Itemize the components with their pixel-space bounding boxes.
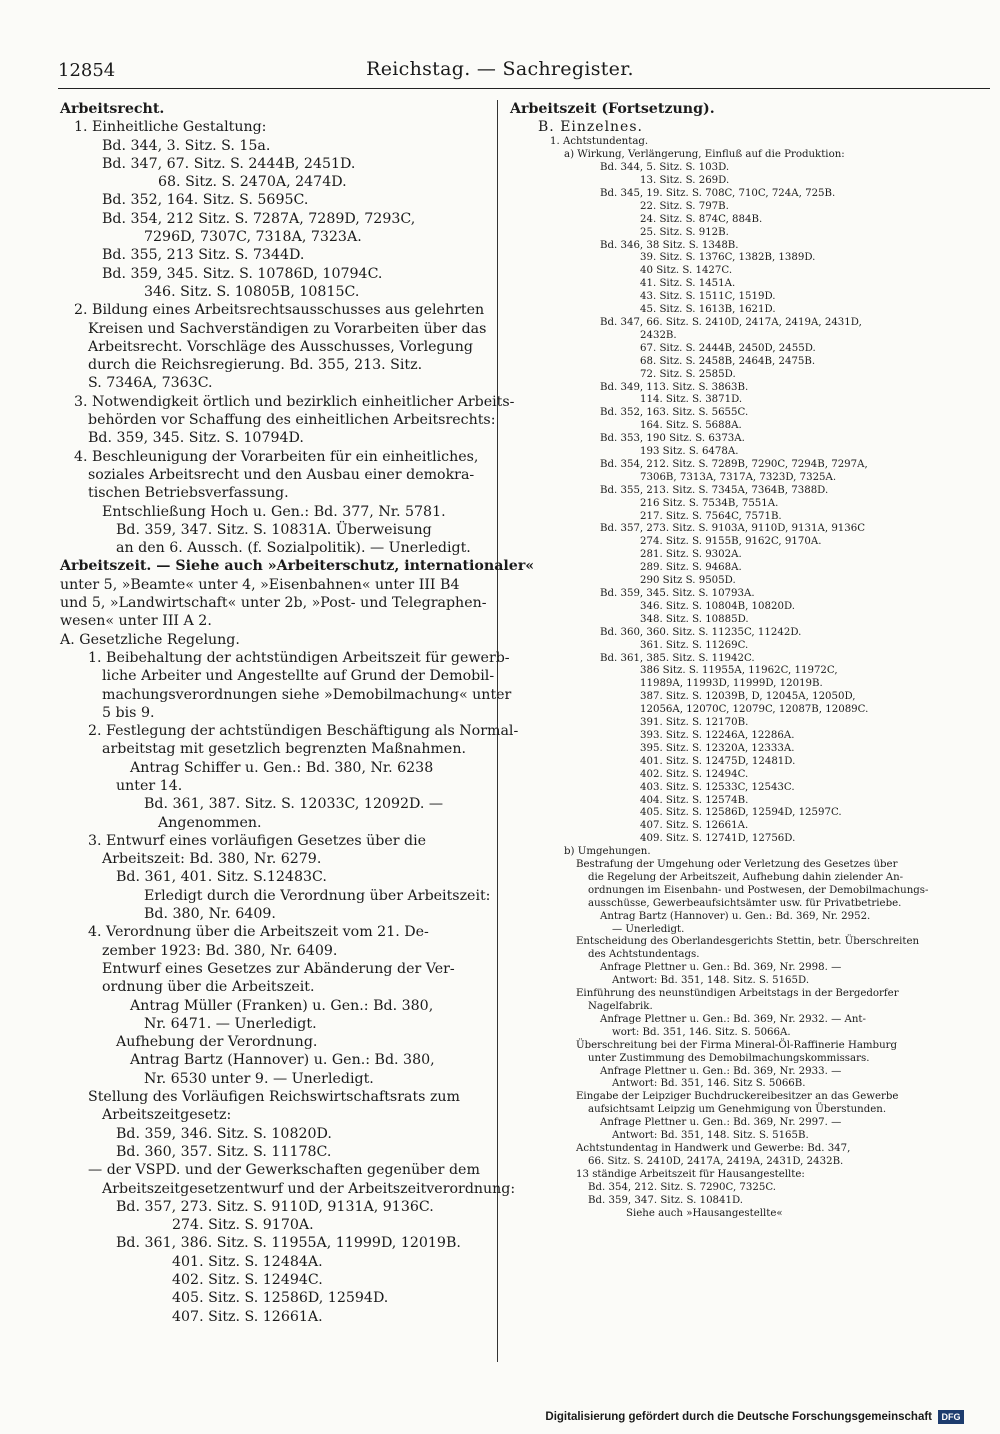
index-entry-line: Arbeitszeitgesetz: <box>102 1107 232 1124</box>
index-entry-line: Arbeitszeitgesetzentwurf und der Arbeitszeitverordnung: <box>102 1180 516 1197</box>
index-entry-line: 403. Sitz. S. 12533C, 12543C. <box>640 781 795 793</box>
index-entry-line: Bd. 361, 385. Sitz. S. 11942C. <box>600 652 755 664</box>
index-entry-line: Entscheidung des Oberlandesgerichts Stettin, betr. Überschreiten <box>576 936 920 948</box>
index-entry-line: Bd. 347, 67. Sitz. S. 2444B, 2451D. <box>102 155 356 172</box>
index-entry-line: Arbeitszeit: Bd. 380, Nr. 6279. <box>102 851 322 868</box>
index-entry-line: 164. Sitz. S. 5688A. <box>640 420 742 432</box>
index-entry-line: Bd. 359, 347. Sitz. S. 10831A. Überweisung <box>116 521 432 538</box>
index-entry-line: Bd. 344, 3. Sitz. S. 15a. <box>102 137 271 154</box>
index-entry-line: 290 Sitz S. 9505D. <box>640 575 736 587</box>
index-entry-line: Bd. 359, 345. Sitz. S. 10786D, 10794C. <box>102 265 383 282</box>
index-entry-line: A. Gesetzliche Regelung. <box>60 631 240 648</box>
index-entry-line: 407. Sitz. S. 12661A. <box>172 1308 323 1325</box>
index-entry-line: — der VSPD. und der Gewerkschaften gegenüber dem <box>88 1162 480 1179</box>
index-entry-line: 13. Sitz. S. 269D. <box>640 175 730 187</box>
index-entry-line: unter 5, »Beamte« unter 4, »Eisenbahnen« unter III B4 <box>60 576 460 593</box>
index-entry-line: 114. Sitz. S. 3871D. <box>640 394 743 406</box>
index-entry-line: 216 Sitz. S. 7534B, 7551A. <box>640 497 779 509</box>
index-entry-line: Aufhebung der Verordnung. <box>116 1034 318 1051</box>
index-entry-line: Bd. 345, 19. Sitz. S. 708C, 710C, 724A, 725B. <box>600 187 836 199</box>
section-heading: Arbeitsrecht. <box>60 101 165 117</box>
index-entry-line: Bd. 344, 5. Sitz. S. 103D. <box>600 162 730 174</box>
index-entry-line: 289. Sitz. S. 9468A. <box>640 562 742 574</box>
index-entry-line: S. 7346A, 7363C. <box>88 375 213 392</box>
index-entry-line: Bd. 359, 345. Sitz. S. 10794D. <box>88 430 304 447</box>
index-entry-line: 401. Sitz. S. 12475D, 12481D. <box>640 755 796 767</box>
index-entry-line: Nagelfabrik. <box>588 1001 653 1013</box>
index-entry-line: Bd. 360, 360. Sitz. S. 11235C, 11242D. <box>600 626 802 638</box>
left-column <box>60 100 535 1326</box>
index-entry-line: behörden vor Schaffung des einheitlichen Arbeitsrechts: <box>88 412 496 429</box>
index-entry-line: 11989A, 11993D, 11999D, 12019B. <box>640 678 823 690</box>
index-entry-line: 1. Achtstundentag. <box>550 136 649 148</box>
credit-text: Digitalisierung gefördert durch die Deutsche Forschungsgemeinschaft <box>545 1411 932 1423</box>
index-entry-line: Bd. 352, 163. Sitz. S. 5655C. <box>600 407 749 419</box>
index-entry-line: Einführung des neunstündigen Arbeitstags in der Bergedorfer <box>576 988 899 1000</box>
index-entry-line: a) Wirkung, Verlängerung, Einfluß auf die Produktion: <box>564 149 845 161</box>
index-entry-line: Entschließung Hoch u. Gen.: Bd. 377, Nr. 5781. <box>102 503 446 520</box>
page-number: 12854 <box>58 60 116 81</box>
index-entry-line: B. Einzelnes. <box>538 119 643 136</box>
running-head: Reichstag. — Sachregister. <box>366 58 634 80</box>
index-entry-line: Überschreitung bei der Firma Mineral-Öl-Raffinerie Hamburg <box>576 1039 898 1051</box>
index-entry-line: Bd. 357, 273. Sitz. S. 9110D, 9131A, 9136C. <box>116 1198 434 1215</box>
index-entry-line: 3. Notwendigkeit örtlich und bezirklich einheitlicher Arbeits- <box>74 393 515 410</box>
index-entry-line: 361. Sitz. S. 11269C. <box>640 639 749 651</box>
index-entry-line: Bestrafung der Umgehung oder Verletzung des Gesetzes über <box>576 859 898 871</box>
index-entry-line: Bd. 355, 213 Sitz. S. 7344D. <box>102 247 305 264</box>
index-entry-line: unter 14. <box>116 777 183 794</box>
index-entry-line: Antwort: Bd. 351, 146. Sitz S. 5066B. <box>612 1078 806 1090</box>
index-entry-line: Anfrage Plettner u. Gen.: Bd. 369, Nr. 2933. — <box>600 1065 842 1077</box>
index-entry-line: Bd. 354, 212 Sitz. S. 7287A, 7289D, 7293C, <box>102 210 416 227</box>
index-entry-line: 5 bis 9. <box>102 704 155 721</box>
index-entry-line: 22. Sitz. S. 797B. <box>640 200 729 212</box>
index-entry-line: Bd. 352, 164. Sitz. S. 5695C. <box>102 192 309 209</box>
index-entry-line: 68. Sitz. S. 2458B, 2464B, 2475B. <box>640 355 816 367</box>
index-entry-line: Antrag Bartz (Hannover) u. Gen.: Bd. 380, <box>130 1052 435 1069</box>
index-entry-line: 45. Sitz. S. 1613B, 1621D. <box>640 304 776 316</box>
index-entry-line: 402. Sitz. S. 12494C. <box>640 768 749 780</box>
index-entry-line: arbeitstag mit gesetzlich begrenzten Maßnahmen. <box>102 741 466 758</box>
index-entry-line: des Achtstundentags. <box>588 949 700 961</box>
index-entry-line: Bd. 361, 387. Sitz. S. 12033C, 12092D. — <box>144 796 444 813</box>
index-entry-line: Bd. 346, 38 Sitz. S. 1348B. <box>600 239 739 251</box>
index-entry-line: die Regelung der Arbeitszeit, Aufhebung dahin zielender An- <box>588 871 904 883</box>
index-entry-line: 386 Sitz. S. 11955A, 11962C, 11972C, <box>640 665 838 677</box>
index-entry-line: Bd. 360, 357. Sitz. S. 11178C. <box>116 1143 332 1160</box>
index-entry-line: Angenommen. <box>158 814 262 831</box>
index-entry-line: 2. Bildung eines Arbeitsrechtsausschusses aus gelehrten <box>74 302 485 319</box>
index-entry-line: Anfrage Plettner u. Gen.: Bd. 369, Nr. 2998. — <box>600 962 842 974</box>
header-rule <box>58 88 990 89</box>
index-entry-line: wort: Bd. 351, 146. Sitz. S. 5066A. <box>612 1026 791 1038</box>
index-entry-line: Achtstundentag in Handwerk und Gewerbe: Bd. 347, <box>576 1142 851 1154</box>
index-entry-line: Siehe auch »Hausangestellte« <box>626 1207 783 1219</box>
index-entry-line: ausschüsse, Gewerbeaufsichtsämter usw. für Privatbetriebe. <box>588 897 902 909</box>
index-entry-line: Bd. 380, Nr. 6409. <box>144 906 276 923</box>
index-entry-line: liche Arbeiter und Angestellte auf Grund der Demobil- <box>102 668 495 685</box>
index-entry-line: Bd. 357, 273. Sitz. S. 9103A, 9110D, 9131A, 9136C <box>600 523 866 535</box>
index-entry-line: 1. Einheitliche Gestaltung: <box>74 119 267 136</box>
index-entry-line: 402. Sitz. S. 12494C. <box>172 1272 323 1288</box>
index-entry-line: Bd. 349, 113. Sitz. S. 3863B. <box>600 381 749 393</box>
index-entry-line: 274. Sitz. S. 9170A. <box>172 1217 314 1234</box>
index-entry-line: aufsichtsamt Leipzig um Genehmigung von Überstunden. <box>588 1104 887 1116</box>
index-entry-line: 217. Sitz. S. 7564C, 7571B. <box>640 510 782 522</box>
index-entry-line: Bd. 347, 66. Sitz. S. 2410D, 2417A, 2419A, 2431D, <box>600 316 862 328</box>
index-entry-line: an den 6. Aussch. (f. Sozialpolitik). — Unerledigt. <box>116 540 471 557</box>
index-entry-line: tischen Betriebsverfassung. <box>88 485 289 502</box>
index-entry-line: 67. Sitz. S. 2444B, 2450D, 2455D. <box>640 342 816 354</box>
index-entry-line: wesen« unter III A 2. <box>60 613 212 630</box>
index-entry-line: Bd. 361, 386. Sitz. S. 11955A, 11999D, 12019B. <box>116 1235 461 1252</box>
index-entry-line: soziales Arbeitsrecht und den Ausbau einer demokra- <box>88 466 475 483</box>
index-entry-line: Kreisen und Sachverständigen zu Vorarbeiten über das <box>88 320 487 337</box>
index-entry-line: — Unerledigt. <box>612 923 685 935</box>
index-entry-line: 25. Sitz. S. 912B. <box>640 226 729 238</box>
index-entry-line: durch die Reichsregierung. Bd. 355, 213. Sitz. <box>88 357 423 374</box>
index-entry-line: unter Zustimmung des Demobilmachungskommissars. <box>588 1052 870 1064</box>
index-entry-line: 2432B. <box>640 329 677 341</box>
index-entry-line: 24. Sitz. S. 874C, 884B. <box>640 213 763 225</box>
index-entry-line: 66. Sitz. S. 2410D, 2417A, 2419A, 2431D, 2432B. <box>588 1155 844 1167</box>
index-entry-line: ordnungen im Eisenbahn- und Postwesen, der Demobilmachungs- <box>588 884 929 896</box>
index-entry-line: 346. Sitz. S. 10804B, 10820D. <box>640 600 796 612</box>
index-entry-line: Bd. 359, 347. Sitz. S. 10841D. <box>588 1194 744 1206</box>
index-entry-line: Bd. 354, 212. Sitz. S. 7289B, 7290C, 7294B, 7297A, <box>600 458 868 470</box>
index-entry-line: Arbeitsrecht. Vorschläge des Ausschusses, Vorlegung <box>88 338 473 355</box>
section-heading: Arbeitszeit (Fortsetzung). <box>510 101 715 117</box>
index-entry-line: 41. Sitz. S. 1451A. <box>640 278 736 290</box>
index-entry-line: 393. Sitz. S. 12246A, 12286A. <box>640 729 795 741</box>
index-entry-line: 7306B, 7313A, 7317A, 7323D, 7325A. <box>640 471 837 483</box>
index-entry-line: 407. Sitz. S. 12661A. <box>640 820 749 832</box>
index-entry-line: 409. Sitz. S. 12741D, 12756D. <box>640 833 796 845</box>
index-entry-line: 387. Sitz. S. 12039B, D, 12045A, 12050D, <box>640 691 856 703</box>
index-entry-line: Nr. 6530 unter 9. — Unerledigt. <box>144 1070 374 1087</box>
index-entry-line: 274. Sitz. S. 9155B, 9162C, 9170A. <box>640 536 822 548</box>
index-entry-line: Entwurf eines Gesetzes zur Abänderung der Ver- <box>102 960 455 977</box>
index-entry-line: Anfrage Plettner u. Gen.: Bd. 369, Nr. 2932. — Ant- <box>600 1013 866 1025</box>
index-entry-line: zember 1923: Bd. 380, Nr. 6409. <box>102 942 338 959</box>
index-entry-line: 39. Sitz. S. 1376C, 1382B, 1389D. <box>640 252 816 264</box>
index-entry-line: Bd. 355, 213. Sitz. S. 7345A, 7364B, 7388D. <box>600 484 829 496</box>
index-entry-line: 346. Sitz. S. 10805B, 10815C. <box>144 283 360 300</box>
index-entry-line: 405. Sitz. S. 12586D, 12594D. <box>172 1290 389 1307</box>
index-entry-line: Nr. 6471. — Unerledigt. <box>144 1015 317 1032</box>
index-entry-line: ordnung über die Arbeitszeit. <box>102 979 315 996</box>
index-entry-line: 13 ständige Arbeitszeit für Hausangestellte: <box>576 1168 805 1180</box>
dfg-logo-icon: DFG <box>938 1410 964 1424</box>
index-entry-line: Antwort: Bd. 351, 148. Sitz. S. 5165D. <box>612 975 810 987</box>
index-entry-line: Bd. 359, 346. Sitz. S. 10820D. <box>116 1125 332 1142</box>
index-entry-line: 404. Sitz. S. 12574B. <box>640 794 749 806</box>
index-entry-line: Antrag Müller (Franken) u. Gen.: Bd. 380, <box>130 997 434 1014</box>
index-entry-line: Erledigt durch die Verordnung über Arbeitszeit: <box>144 887 491 904</box>
index-entry-line: 281. Sitz. S. 9302A. <box>640 549 742 561</box>
index-entry-line: 193 Sitz. S. 6478A. <box>640 446 739 458</box>
index-entry-line: 3. Entwurf eines vorläufigen Gesetzes über die <box>88 832 427 849</box>
index-entry-line: 348. Sitz. S. 10885D. <box>640 613 749 625</box>
index-entry-line: Bd. 354, 212. Sitz. S. 7290C, 7325C. <box>588 1181 777 1193</box>
index-entry-line: und 5, »Landwirtschaft« unter 2b, »Post- und Telegraphen- <box>60 595 487 612</box>
index-entry-line: 391. Sitz. S. 12170B. <box>640 717 749 729</box>
index-entry-line: Eingabe der Leipziger Buchdruckereibesitzer an das Gewerbe <box>576 1091 899 1103</box>
index-entry-line: 40 Sitz. S. 1427C. <box>640 265 733 277</box>
index-entry-line: Antrag Schiffer u. Gen.: Bd. 380, Nr. 6238 <box>130 759 434 776</box>
index-entry-line: 401. Sitz. S. 12484A. <box>172 1253 323 1270</box>
index-entry-line: machungsverordnungen siehe »Demobilmachung« unter <box>102 686 512 703</box>
index-entry-line: Antwort: Bd. 351, 148. Sitz. S. 5165B. <box>612 1130 809 1142</box>
index-entry-line: Bd. 353, 190 Sitz. S. 6373A. <box>600 433 745 445</box>
index-entry-line: 72. Sitz. S. 2585D. <box>640 368 736 380</box>
index-entry-line: 68. Sitz. S. 2470A, 2474D. <box>158 174 347 191</box>
index-entry-line: 405. Sitz. S. 12586D, 12594D, 12597C. <box>640 807 842 819</box>
index-entry-line: 12056A, 12070C, 12079C, 12087B, 12089C. <box>640 704 869 716</box>
section-heading: Arbeitszeit. — Siehe auch »Arbeiterschutz, internationaler« <box>60 558 535 575</box>
index-entry-line: Bd. 359, 345. Sitz. S. 10793A. <box>600 588 755 600</box>
index-entry-line: Anfrage Plettner u. Gen.: Bd. 369, Nr. 2997. — <box>600 1117 842 1129</box>
footer-credit <box>545 1410 964 1424</box>
index-entry-line: 395. Sitz. S. 12320A, 12333A. <box>640 742 795 754</box>
index-entry-line: 1. Beibehaltung der achtstündigen Arbeitszeit für gewerb- <box>88 649 510 666</box>
index-entry-line: 7296D, 7307C, 7318A, 7323A. <box>144 229 362 246</box>
index-entry-line: 4. Beschleunigung der Vorarbeiten für ein einheitliches, <box>74 448 479 465</box>
index-entry-line: Stellung des Vorläufigen Reichswirtschaftsrats zum <box>88 1089 461 1106</box>
index-entry-line: 2. Festlegung der achtstündigen Beschäftigung als Normal- <box>88 723 519 740</box>
index-entry-line: Antrag Bartz (Hannover) u. Gen.: Bd. 369, Nr. 2952. <box>600 910 871 922</box>
index-entry-line: Bd. 361, 401. Sitz. S.12483C. <box>116 869 327 886</box>
index-entry-line: 43. Sitz. S. 1511C, 1519D. <box>640 291 776 303</box>
index-entry-line: b) Umgehungen. <box>564 846 651 858</box>
index-entry-line: 4. Verordnung über die Arbeitszeit vom 21. De- <box>88 924 429 941</box>
right-column <box>510 100 990 1220</box>
